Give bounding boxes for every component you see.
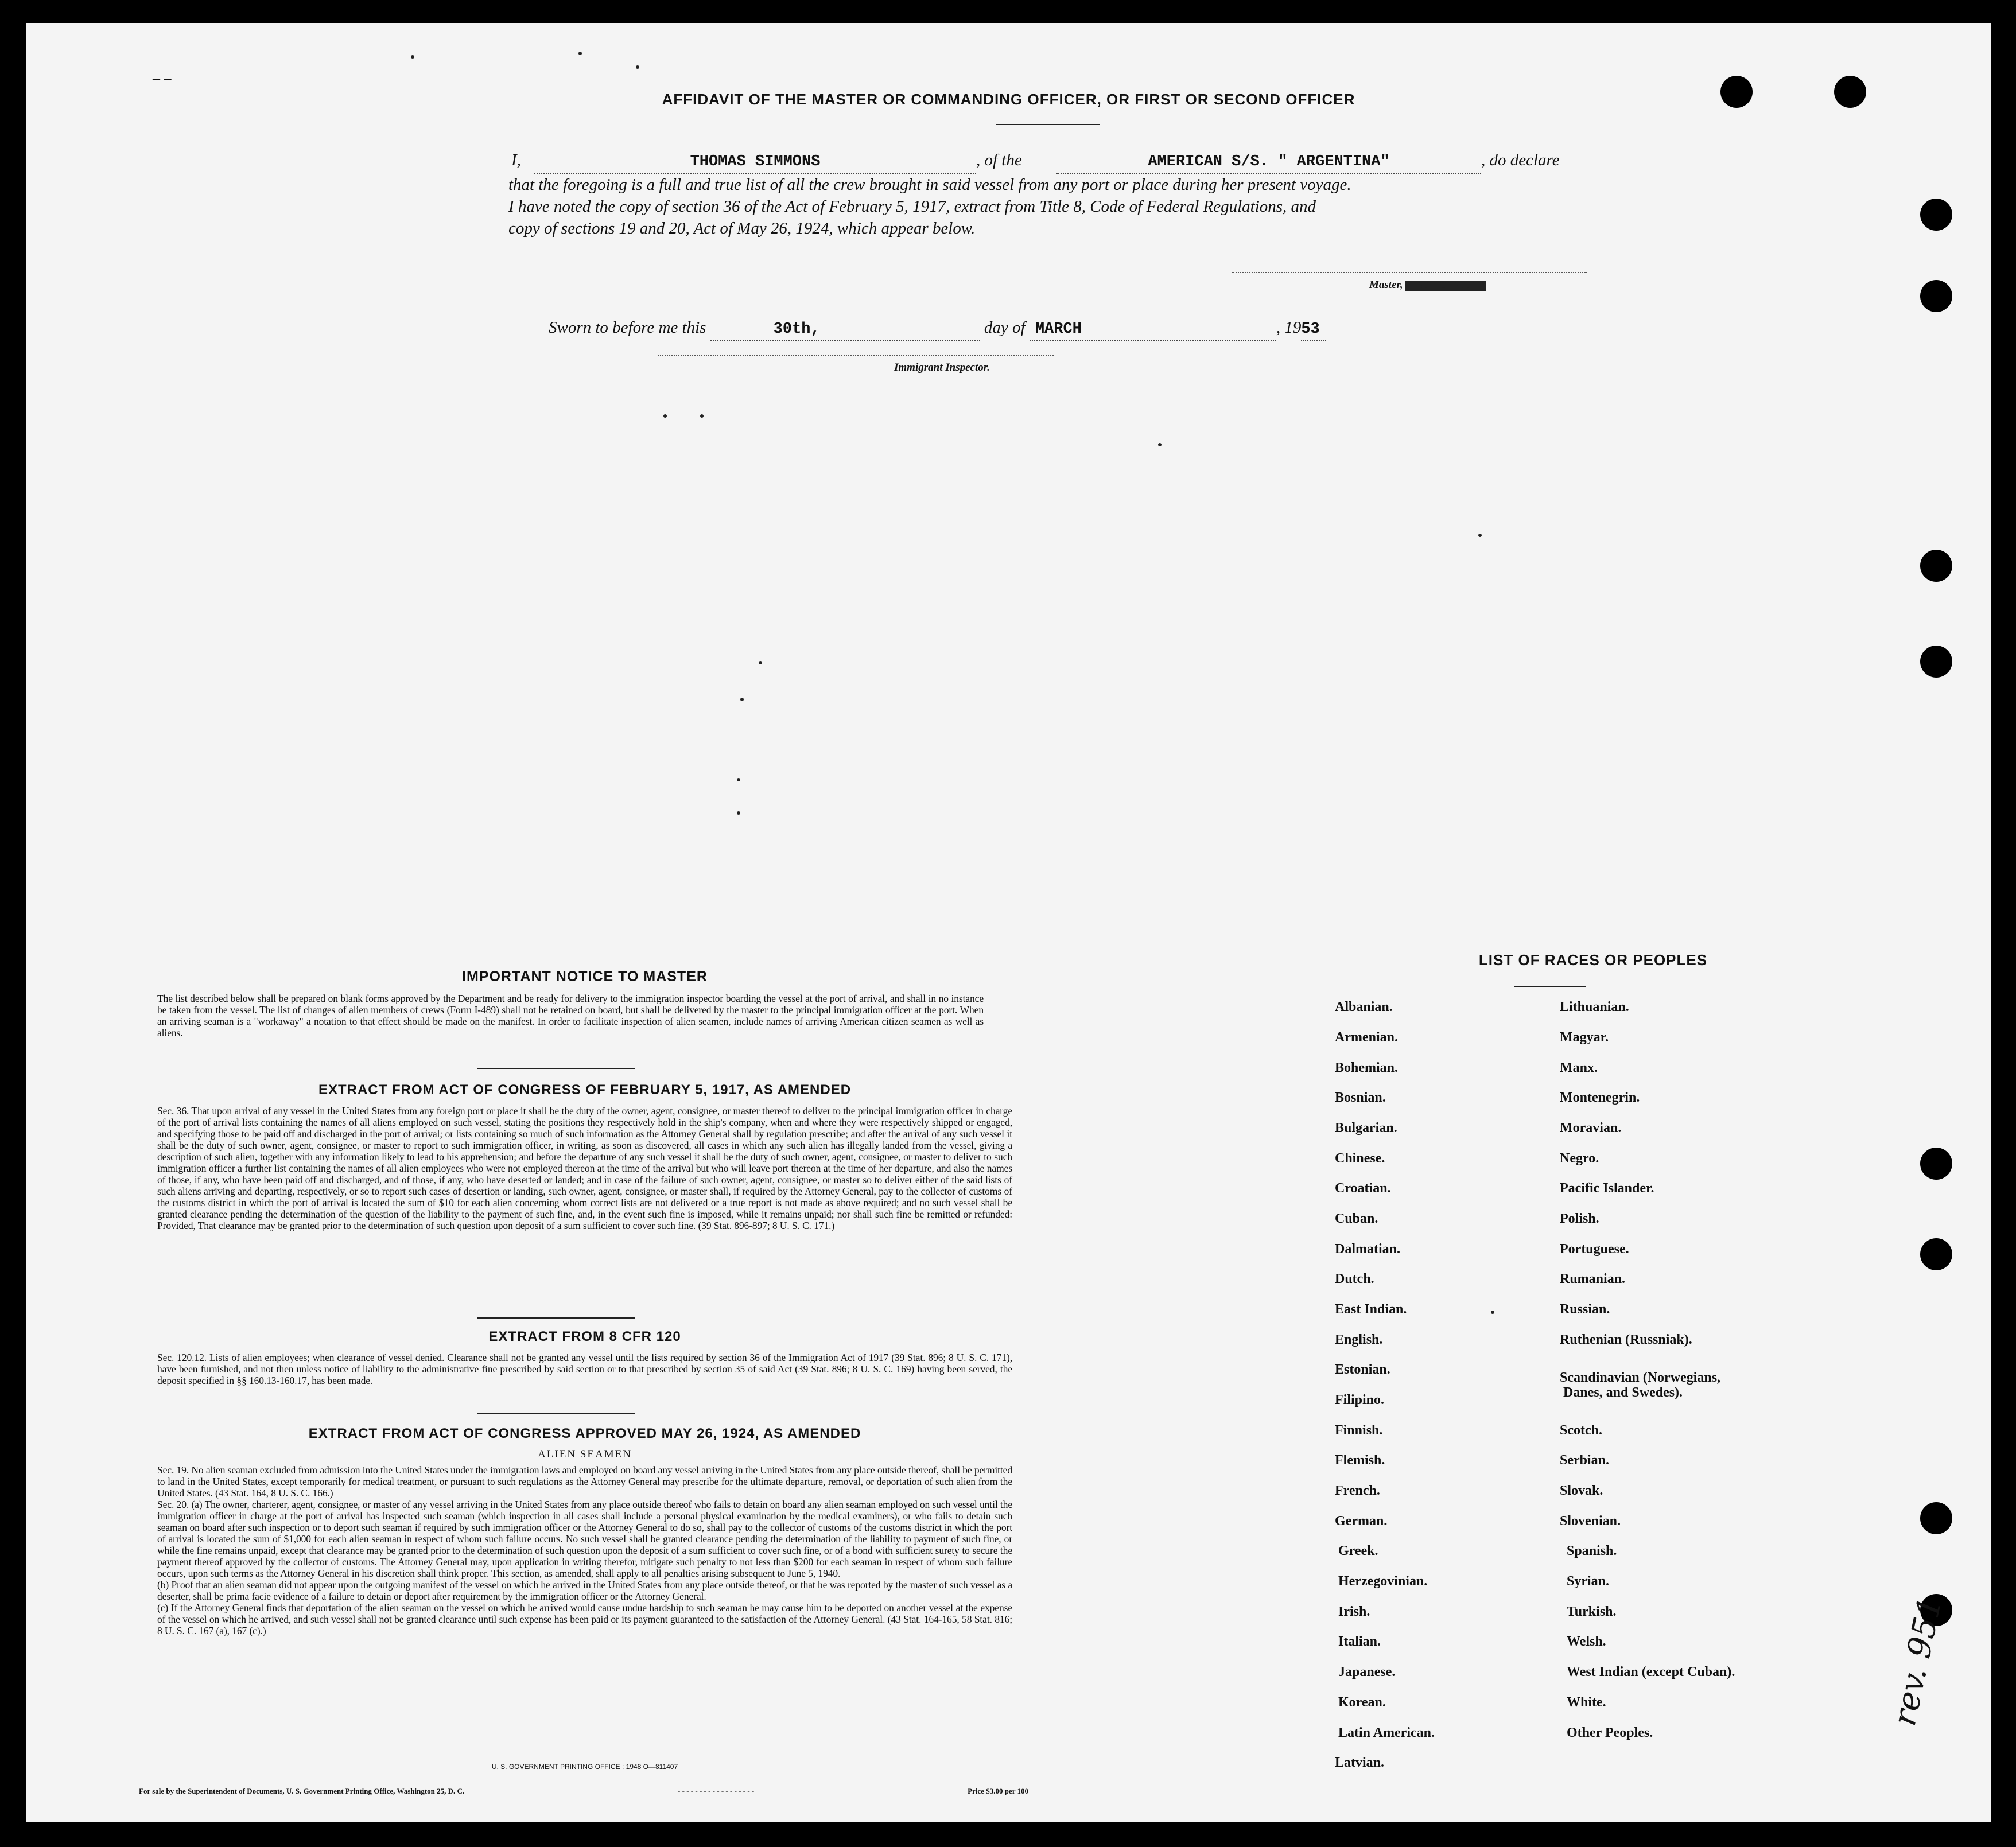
- race-item: Turkish.: [1567, 1604, 1617, 1619]
- punch-hole: [1920, 646, 1952, 678]
- race-item: Other Peoples.: [1567, 1725, 1653, 1740]
- speck: [1491, 1311, 1494, 1314]
- master-signature-line: [1232, 272, 1587, 273]
- race-item: Portuguese.: [1560, 1242, 1629, 1257]
- speck: [740, 698, 744, 701]
- footer-dashes: - - - - - - - - - - - - - - - - - -: [678, 1787, 755, 1795]
- race-item: Korean.: [1338, 1695, 1386, 1710]
- margin-handwritten-note: rev. 951: [1886, 1593, 1949, 1729]
- race-item: German.: [1335, 1514, 1388, 1529]
- race-item: West Indian (except Cuban).: [1567, 1665, 1735, 1679]
- race-item: Dutch.: [1335, 1271, 1374, 1286]
- section-20c-text: (c) If the Attorney General finds that deportation of the alien seaman on the vessel on which he arrived would cause undue hardship to such seaman he may cause him to be deported on another vessel at the expense of the vessel on which he arrived, and such vessel shall not be granted clearance until such expense has been paid or its payment guaranteed to the satisfaction of the Attorney General. (43 Stat. 164-165, 58 Stat. 816; 8 U. S. C. 167 (a), 167 (c).): [157, 1602, 1012, 1636]
- punch-hole: [1920, 199, 1952, 231]
- race-item: Latin American.: [1338, 1725, 1435, 1740]
- speck: [700, 414, 704, 418]
- declaration-line-2: that the foregoing is a full and true list of all the crew brought in said vessel from any port or place during her present voyage.: [508, 176, 1351, 194]
- extract-1917-text: Sec. 36. That upon arrival of any vessel in the United States from any foreign port or place it shall be the duty of the owner, agent, consignee, or master thereof to deliver to the principal immigration officer in charge of the port of arrival lists containing the names of all aliens employed on such vessel, stating the positions they respectively hold in the ship's company, when and where they were respectively shipped or engaged, and specifying those to be paid off and discharged in the port of arrival; or lists containing so much of such information as the Attorney General shall by regulation prescribe; and after the arrival of any such vessel it shall be the duty of such owner, agent, consignee, or master to report to such immigration officer, in writing, as soon as discovered, all cases in which any such alien has illegally landed from the vessel, giving a description of such alien, together with any information likely to lead to his apprehension; and before the departure of any such vessel it shall be the duty of such owner, agent, consignee, or master to deliver to such immigration officer a further list containing the names of all alien employees who were not employed thereon at the time of the arrival but who will leave port thereon at the time of her departure, and also the names of those, if any, who have been paid off and discharged, and of those, if any, who have deserted or landed; and in case of the failure of such owner, agent, consignee, or master so to deliver either of the said lists of such aliens arriving and departing, respectively, or so to report such cases of desertion or landing, such owner, agent, consignee, or master shall, if required by the Attorney General, pay to the collector of customs of the customs district in which the port of arrival is located the sum of $10 for each alien concerning whom correct lists are not delivered or a true report is not made as above required; and no such vessel shall be granted clearance pending the determination of the question of the liability to the payment of such fine, and, in the event such fine is imposed, while it remains unpaid; nor shall such fine be remitted or refunded: Provided, That clearance may be granted prior to the determination of such question upon deposit of a sum sufficient to cover such fine. (39 Stat. 896-897; 8 U. S. C. 171.): [157, 1105, 1012, 1231]
- price-text: Price $3.00 per 100: [968, 1787, 1028, 1795]
- vessel-name-field: AMERICAN S/S. " ARGENTINA": [1056, 151, 1481, 174]
- race-item: Danes, and Swedes).: [1563, 1385, 1683, 1400]
- affidavit-title: AFFIDAVIT OF THE MASTER OR COMMANDING OFFICER, OR FIRST OR SECOND OFFICER: [662, 91, 1355, 108]
- race-item: Irish.: [1338, 1604, 1370, 1619]
- race-item: Bohemian.: [1335, 1060, 1399, 1075]
- punch-hole: [1920, 1502, 1952, 1534]
- punch-hole: [1920, 1238, 1952, 1270]
- race-item: English.: [1335, 1332, 1383, 1347]
- race-item: Bosnian.: [1335, 1090, 1386, 1105]
- race-item: Slovak.: [1560, 1483, 1603, 1498]
- race-item: Rumanian.: [1560, 1271, 1626, 1286]
- race-item: East Indian.: [1335, 1302, 1407, 1317]
- section-rule: [477, 1317, 635, 1319]
- race-item: Bulgarian.: [1335, 1121, 1397, 1136]
- section-19-text: Sec. 19. No alien seaman excluded from admission into the United States under the immigration laws and employed on board any vessel arriving in the United States from any place outside thereof, shall be permitted to land in the United States, except temporarily for medical treatment, or pursuant to such regulations as the Attorney General may prescribe for the ultimate departure, removal, or deportation of such alien from the United States. (43 Stat. 164, 8 U. S. C. 166.): [157, 1464, 1012, 1499]
- punch-hole: [1920, 550, 1952, 582]
- inspector-signature-line: [658, 355, 1054, 356]
- race-item: Welsh.: [1567, 1634, 1606, 1649]
- declaration: [508, 149, 1619, 239]
- races-heading: LIST OF RACES OR PEOPLES: [1478, 951, 1708, 969]
- punch-hole: [1920, 280, 1952, 312]
- struck-officer-title: FIRST OFFICER: [1407, 281, 1485, 290]
- race-item: Montenegrin.: [1560, 1090, 1640, 1105]
- race-item: Moravian.: [1560, 1121, 1622, 1136]
- notice-heading: IMPORTANT NOTICE TO MASTER: [462, 969, 708, 985]
- race-item: Chinese.: [1335, 1151, 1385, 1166]
- sale-text: For sale by the Superintendent of Documents, U. S. Government Printing Office, Washington 25, D. C.: [139, 1787, 465, 1795]
- race-item: White.: [1567, 1695, 1606, 1710]
- extract-1917-heading: EXTRACT FROM ACT OF CONGRESS OF FEBRUARY 5, 1917, AS AMENDED: [318, 1082, 852, 1098]
- race-item: Flemish.: [1335, 1453, 1385, 1468]
- sworn-line: [549, 317, 1409, 341]
- races-rule: [1514, 986, 1586, 987]
- race-item: Magyar.: [1560, 1030, 1609, 1045]
- race-item: Japanese.: [1338, 1665, 1396, 1679]
- inspector-label: Immigrant Inspector.: [894, 361, 990, 374]
- speck: [737, 811, 740, 815]
- punch-hole: [1920, 1148, 1952, 1180]
- race-item: Greek.: [1338, 1543, 1378, 1558]
- document-page: [26, 23, 1991, 1822]
- declaration-line-1: [508, 149, 1619, 174]
- race-item: Syrian.: [1567, 1574, 1610, 1589]
- extract-cfr-heading: EXTRACT FROM 8 CFR 120: [488, 1329, 681, 1344]
- race-item: Finnish.: [1335, 1423, 1383, 1438]
- race-item: Slovenian.: [1560, 1514, 1621, 1529]
- footer-sale-line: [139, 1787, 1028, 1796]
- race-item: Armenian.: [1335, 1030, 1398, 1045]
- declaration-pronoun: I,: [511, 151, 521, 169]
- sworn-day-field: 30th,: [710, 318, 980, 341]
- corner-mark: – –: [153, 70, 172, 87]
- race-item: Serbian.: [1560, 1453, 1610, 1468]
- declaration-of-the: , of the: [976, 151, 1022, 169]
- speck: [737, 778, 740, 781]
- notice-text: The list described below shall be prepared on blank forms approved by the Department and be ready for delivery to the immigration inspector boarding the vessel at the port of arrival, and shall in no instance be taken from the vessel. The list of changes of alien members of crews (Form I-489) shall not be retained on board, but shall be delivered by the master to the principal immigration officer at the port. When an arriving seaman is a "workaway" a notation to that effect should be made on the manifest. In order to facilitate inspection of alien seamen, include names of arriving American citizen seamen as well as aliens.: [157, 993, 984, 1039]
- speck: [759, 661, 762, 664]
- race-item: Estonian.: [1335, 1362, 1390, 1377]
- extract-1924-heading: EXTRACT FROM ACT OF CONGRESS APPROVED MAY 26, 1924, AS AMENDED: [308, 1426, 861, 1441]
- extract-cfr-text: Sec. 120.12. Lists of alien employees; when clearance of vessel denied. Clearance shall not be granted any vessel until the lists required by section 36 of the Immigration Act of 1917 (39 Stat. 896; 8 U. S. C. 171), have been furnished, and not then unless notice of liability to the administrative fine prescribed by said section or to that prescribed by section 35 of said Act (39 Stat. 896; 8 U. S. C. 169) having been served, the deposit specified in §§ 160.13-160.17, has been made.: [157, 1352, 1012, 1386]
- speck: [578, 52, 582, 55]
- sworn-prefix: Sworn to before me this: [549, 318, 706, 337]
- master-name-field: THOMAS SIMMONS: [534, 151, 976, 174]
- declaration-do-declare: , do declare: [1481, 151, 1560, 169]
- race-item: Spanish.: [1567, 1543, 1617, 1558]
- race-item: Polish.: [1560, 1211, 1599, 1226]
- sworn-day-of: day of: [984, 318, 1026, 337]
- race-item: Herzegovinian.: [1338, 1574, 1428, 1589]
- speck: [1158, 443, 1162, 446]
- race-item: French.: [1335, 1483, 1380, 1498]
- printing-office-line: U. S. GOVERNMENT PRINTING OFFICE : 1948 O—811407: [491, 1763, 678, 1771]
- race-item: Negro.: [1560, 1151, 1599, 1166]
- race-item: Croatian.: [1335, 1181, 1391, 1196]
- extract-1924-text: [157, 1464, 1012, 1636]
- speck: [636, 65, 639, 69]
- extract-1924-subheading: ALIEN SEAMEN: [538, 1448, 632, 1460]
- race-item: Ruthenian (Russniak).: [1560, 1332, 1692, 1347]
- speck: [663, 414, 667, 418]
- sworn-year-prefix: , 19: [1276, 318, 1302, 337]
- speck: [411, 55, 414, 59]
- race-item: Pacific Islander.: [1560, 1181, 1654, 1196]
- title-rule: [996, 124, 1100, 125]
- declaration-line-4: copy of sections 19 and 20, Act of May 26, 1924, which appear below.: [508, 219, 976, 238]
- race-item: Lithuanian.: [1560, 1000, 1629, 1014]
- race-item: Scandinavian (Norwegians,: [1560, 1370, 1721, 1385]
- master-label: [1369, 279, 1486, 291]
- race-item: Filipino.: [1335, 1393, 1385, 1407]
- race-item: Latvian.: [1335, 1755, 1385, 1770]
- section-rule: [477, 1413, 635, 1414]
- race-item: Russian.: [1560, 1302, 1610, 1317]
- sworn-month-field: MARCH: [1030, 318, 1276, 341]
- master-label-text: Master,: [1369, 279, 1403, 291]
- race-item: Manx.: [1560, 1060, 1598, 1075]
- speck: [1478, 534, 1482, 537]
- race-item: Italian.: [1338, 1634, 1381, 1649]
- section-20b-text: (b) Proof that an alien seaman did not appear upon the outgoing manifest of the vessel on which he arrived in the United States from any place outside thereof, or that he was reported by the master of such vessel as a deserter, shall be prima facie evidence of a failure to detain or deport after requirement by the immigration officer or the Attorney General.: [157, 1579, 1012, 1602]
- race-item: Albanian.: [1335, 1000, 1393, 1014]
- race-item: Dalmatian.: [1335, 1242, 1400, 1257]
- section-20a-text: Sec. 20. (a) The owner, charterer, agent, consignee, or master of any vessel arriving in the United States from any place outside thereof who fails to detain on board any alien seaman employed on such vessel until the immigration officer in charge at the port of arrival has inspected such seaman (which inspection in all cases shall include a personal physical examination by the medical examiners), or who fails to detain such seaman on board after such inspection or to deport such seaman if required by such immigration officer or the Attorney General to do so, shall pay to the collector of customs of the customs district in which the port of arrival is located the sum of $1,000 for each alien seaman in respect of whom such failure occurs. No such vessel shall be granted clearance pending the determination of the liability to payment of such fine, or while the fine remains unpaid, except that clearance may be granted prior to the determination of such question upon the deposit of a sum sufficient to cover such fine, or of a bond with sufficient surety to secure the payment thereof approved by the collector of customs. The Attorney General may, upon application in writing therefor, mitigate such penalty to not less than $200 for each seaman in respect of whom such failure occurs, upon such terms as the Attorney General in his discretion shall think proper. This section, as amended, shall apply to all penalties arising subsequent to June 5, 1940.: [157, 1499, 1012, 1579]
- declaration-line-3: I have noted the copy of section 36 of the Act of February 5, 1917, extract from Title 8, Code of Federal Regulations, and: [508, 197, 1316, 216]
- sworn-year-field: 53: [1301, 318, 1326, 341]
- race-item: Scotch.: [1560, 1423, 1602, 1438]
- race-item: Cuban.: [1335, 1211, 1378, 1226]
- section-rule: [477, 1068, 635, 1069]
